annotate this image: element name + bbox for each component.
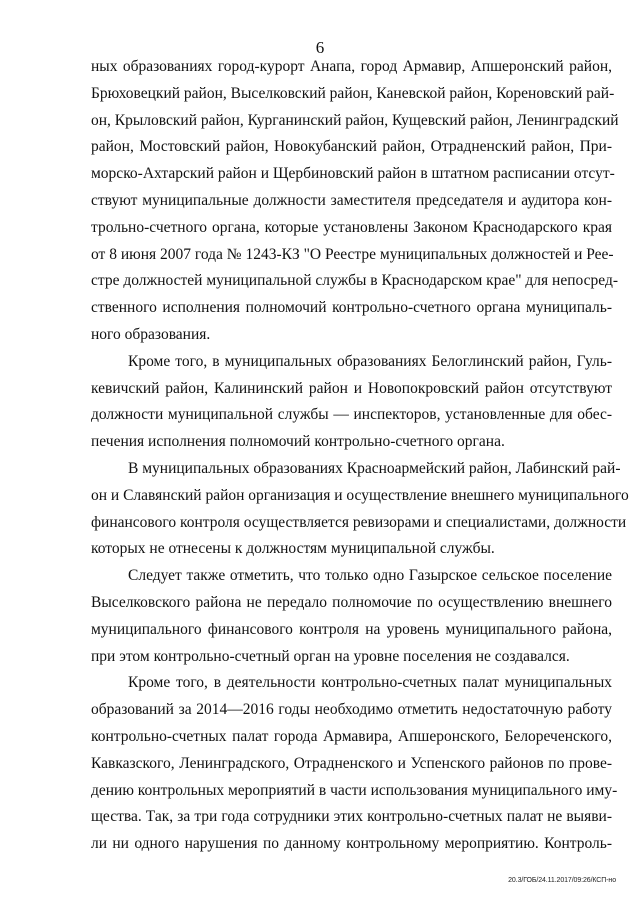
paragraph	[91, 349, 612, 456]
text-line: он, Крыловский район, Курганинский район, Кущевский район, Ленинградский	[91, 111, 619, 129]
text-line: стре должностей муниципальной службы в Краснодарском крае" для непосред-	[91, 272, 619, 290]
text-line: кевичский район, Калининский район и Новопокровский район отсутствуют	[91, 379, 612, 397]
text-line: район, Мостовский район, Новокубанский район, Отрадненский район, При-	[91, 138, 612, 156]
paragraph	[91, 670, 618, 858]
text-line: В муниципальных образованиях Красноармейский район, Лабинский рай-	[128, 459, 621, 477]
text-line: дению контрольных мероприятий в части использования муниципального иму-	[91, 781, 618, 799]
paragraph	[91, 456, 629, 563]
text-line: контрольно-счетных палат города Армавира, Апшеронского, Белореченского,	[91, 727, 612, 745]
text-line: морско-Ахтарский район и Щербиновский район в штатном расписании отсут-	[91, 165, 615, 183]
text-line: печения исполнения полномочий контрольно-счетного органа.	[91, 433, 505, 451]
text-line: при этом контрольно-счетный орган на уровне поселения не создавался.	[91, 647, 570, 665]
document-code: 20.3/ГОБ/24.11.2017/09:26/КСП-но	[508, 877, 616, 884]
paragraph	[91, 54, 619, 349]
text-line: Кроме того, в деятельности контрольно-счетных палат муниципальных	[128, 674, 612, 692]
text-line: он и Славянский район организация и осуществление внешнего муниципального	[91, 486, 629, 504]
text-line: образований за 2014—2016 годы необходимо отметить недостаточную работу	[91, 701, 612, 719]
text-line: Следует также отметить, что только одно Газырское сельское поселение	[128, 567, 612, 585]
text-line: ли ни одного нарушения по данному контрольному мероприятию. Контроль-	[91, 835, 612, 853]
text-line: Выселковского района не передало полномочие по осуществлению внешнего	[91, 593, 612, 611]
text-line: Брюховецкий район, Выселковский район, Каневской район, Кореновский рай-	[91, 84, 615, 102]
text-line: которых не отнесены к должностям муниципальной службы.	[91, 540, 495, 558]
text-line: ствуют муниципальные должности заместителя председателя и аудитора кон-	[91, 191, 612, 209]
document-body	[91, 54, 629, 858]
text-line: от 8 июня 2007 года № 1243-КЗ "О Реестре муниципальных должностей и Рее-	[91, 245, 614, 263]
page-number: 6	[315, 38, 325, 57]
text-line: ных образованиях город-курорт Анапа, город Армавир, Апшеронский район,	[91, 58, 612, 75]
text-line: ного образования.	[91, 325, 211, 343]
text-line: муниципального финансового контроля на уровень муниципального района,	[91, 620, 612, 638]
paragraph	[91, 563, 612, 670]
text-line: трольно-счетного органа, которые установлены Законом Краснодарского края	[91, 218, 612, 236]
text-line: ственного исполнения полномочий контрольно-счетного органа муниципаль-	[91, 299, 612, 317]
text-line: Кроме того, в муниципальных образованиях Белоглинский район, Гуль-	[128, 352, 612, 370]
text-line: щества. Так, за три года сотрудники этих контрольно-счетных палат не выяви-	[91, 808, 612, 826]
text-line: должности муниципальной службы — инспекторов, установленные для обес-	[91, 406, 612, 424]
text-line: Кавказского, Ленинградского, Отрадненского и Успенского районов по прове-	[91, 754, 612, 772]
text-line: финансового контроля осуществляется ревизорами и специалистами, должности	[91, 513, 627, 531]
